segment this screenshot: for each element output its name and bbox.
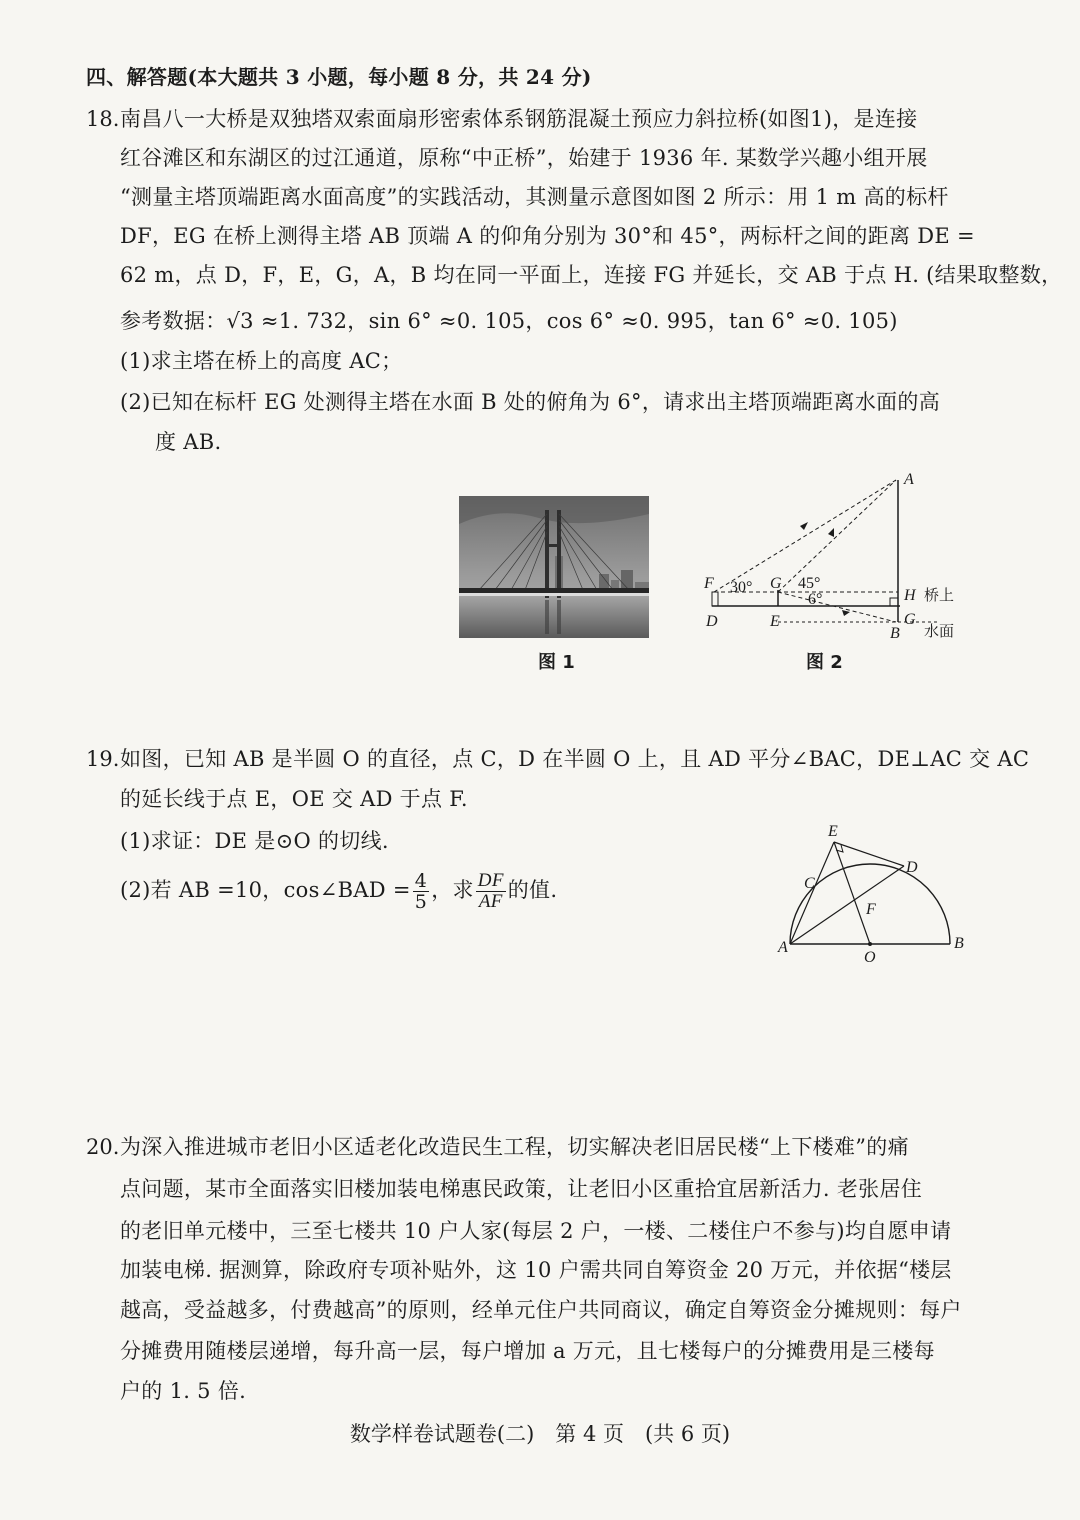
center-o bbox=[868, 942, 872, 946]
q18-line4: DF，EG 在桥上测得主塔 AB 顶端 A 的仰角分别为 30°和 45°，两标杆之间的距离 DE = bbox=[120, 224, 975, 248]
q20-line2: 点问题，某市全面落实旧楼加装电梯惠民政策，让老旧小区重拾宜居新活力. 老张居住 bbox=[120, 1177, 923, 1201]
q19-part2-suffix: 的值. bbox=[507, 878, 558, 902]
label-f: F bbox=[704, 575, 714, 592]
label-6: 6° bbox=[808, 591, 823, 608]
label-g: G bbox=[770, 575, 782, 592]
q19-part2-mid: ，求 bbox=[431, 878, 474, 902]
label-e: E bbox=[770, 613, 780, 630]
semicircle-diagram bbox=[770, 822, 970, 972]
label-c: C bbox=[804, 875, 815, 892]
q18-part2-line1: (2)已知在标杆 EG 处测得主塔在水面 B 处的俯角为 6°，请求出主塔顶端距离水面的高 bbox=[120, 390, 941, 414]
q18-part1: (1)求主塔在桥上的高度 AC； bbox=[120, 349, 403, 373]
label-b: B bbox=[954, 935, 964, 952]
q20-line5: 越高，受益越多，付费越高”的原则，经单元住户共同商议，确定自筹资金分摊规则：每户 bbox=[120, 1298, 962, 1322]
q19-number: 19. bbox=[86, 747, 120, 771]
label-f: F bbox=[866, 901, 876, 918]
label-bridge: 桥上 bbox=[924, 586, 955, 604]
label-45: 45° bbox=[798, 575, 821, 592]
q20-number: 20. bbox=[86, 1135, 120, 1159]
label-a: A bbox=[904, 471, 914, 488]
label-g2: G bbox=[904, 611, 916, 628]
q19-line2: 的延长线于点 E，OE 交 AD 于点 F. bbox=[120, 787, 468, 811]
q20-line1: 为深入推进城市老旧小区适老化改造民生工程，切实解决老旧居民楼“上下楼难”的痛 bbox=[120, 1135, 909, 1159]
section-title: 四、解答题(本大题共 3 小题，每小题 8 分，共 24 分) bbox=[86, 65, 592, 89]
arrow-1 bbox=[800, 522, 808, 530]
measurement-diagram bbox=[700, 470, 980, 640]
q18-line1: 南昌八一大桥是双独塔双索面扇形密索体系钢筋混凝土预应力斜拉桥(如图1)，是连接 bbox=[120, 107, 918, 131]
q20-line6: 分摊费用随楼层递增，每升高一层，每户增加 a 万元，且七楼每户的分摊费用是三楼每 bbox=[120, 1339, 935, 1363]
arrow-2 bbox=[828, 528, 834, 537]
fraction-cos bbox=[413, 871, 429, 912]
q20-line4: 加装电梯. 据测算，除政府专项补贴外，这 10 户需共同自筹资金 20 万元，并依据“楼层 bbox=[120, 1258, 952, 1282]
q18-line2: 红谷滩区和东湖区的过江通道，原称“中正桥”，始建于 1936 年. 某数学兴趣小组开展 bbox=[120, 146, 928, 170]
bridge-photo bbox=[459, 496, 649, 638]
fraction-df-af bbox=[476, 871, 506, 912]
fraction2-denominator: AF bbox=[478, 891, 503, 912]
label-d: D bbox=[706, 613, 718, 630]
label-30: 30° bbox=[730, 579, 753, 596]
fraction-numerator: 4 bbox=[414, 870, 428, 892]
q20-line3: 的老旧单元楼中，三至七楼共 10 户人家(每层 2 户，一楼、二楼住户不参与)均自愿申请 bbox=[120, 1219, 952, 1243]
tangent-ed bbox=[834, 842, 904, 866]
label-e: E bbox=[828, 823, 838, 840]
q19-part2-prefix: (2)若 AB =10，cos∠BAD = bbox=[120, 878, 411, 902]
label-a: A bbox=[778, 939, 788, 956]
fraction2-numerator: DF bbox=[477, 870, 504, 891]
sight-line-g-a bbox=[778, 480, 896, 592]
label-d: D bbox=[906, 859, 918, 876]
label-o: O bbox=[864, 949, 876, 966]
q18-line3: “测量主塔顶端距离水面高度”的实践活动，其测量示意图如图 2 所示：用 1 m 高的标杆 bbox=[120, 185, 949, 209]
q18-line6: 参考数据：√3 ≈1. 732，sin 6° ≈0. 105，cos 6° ≈0. 995，tan 6° ≈0. 105) bbox=[120, 309, 898, 333]
label-h: H bbox=[904, 587, 916, 604]
label-b: B bbox=[890, 625, 900, 642]
q18-part2-line2: 度 AB. bbox=[155, 430, 222, 454]
q20-line7: 户的 1. 5 倍. bbox=[120, 1379, 247, 1403]
right-angle-h bbox=[890, 598, 898, 606]
q19-part2 bbox=[120, 866, 557, 914]
q18-number: 18. bbox=[86, 107, 120, 131]
sight-line-g-b bbox=[778, 592, 896, 622]
q19-part1: (1)求证：DE 是⊙O 的切线. bbox=[120, 829, 389, 853]
label-water: 水面 bbox=[924, 622, 955, 640]
arrow-3 bbox=[842, 610, 850, 616]
q18-line5: 62 m，点 D，F，E，G，A，B 均在同一平面上，连接 FG 并延长，交 AB 于点 H. (结果取整数， bbox=[120, 263, 1063, 287]
fraction-denominator: 5 bbox=[414, 891, 428, 913]
page-footer: 数学样卷试题卷(二) 第 4 页 (共 6 页) bbox=[349, 1422, 731, 1446]
pole-df bbox=[712, 592, 718, 606]
fig2-caption: 图 2 bbox=[806, 652, 843, 673]
fig1-caption: 图 1 bbox=[538, 652, 575, 673]
q19-line1: 如图，已知 AB 是半圆 O 的直径，点 C，D 在半圆 O 上，且 AD 平分∠BAC，DE⊥AC 交 AC bbox=[120, 747, 1030, 771]
